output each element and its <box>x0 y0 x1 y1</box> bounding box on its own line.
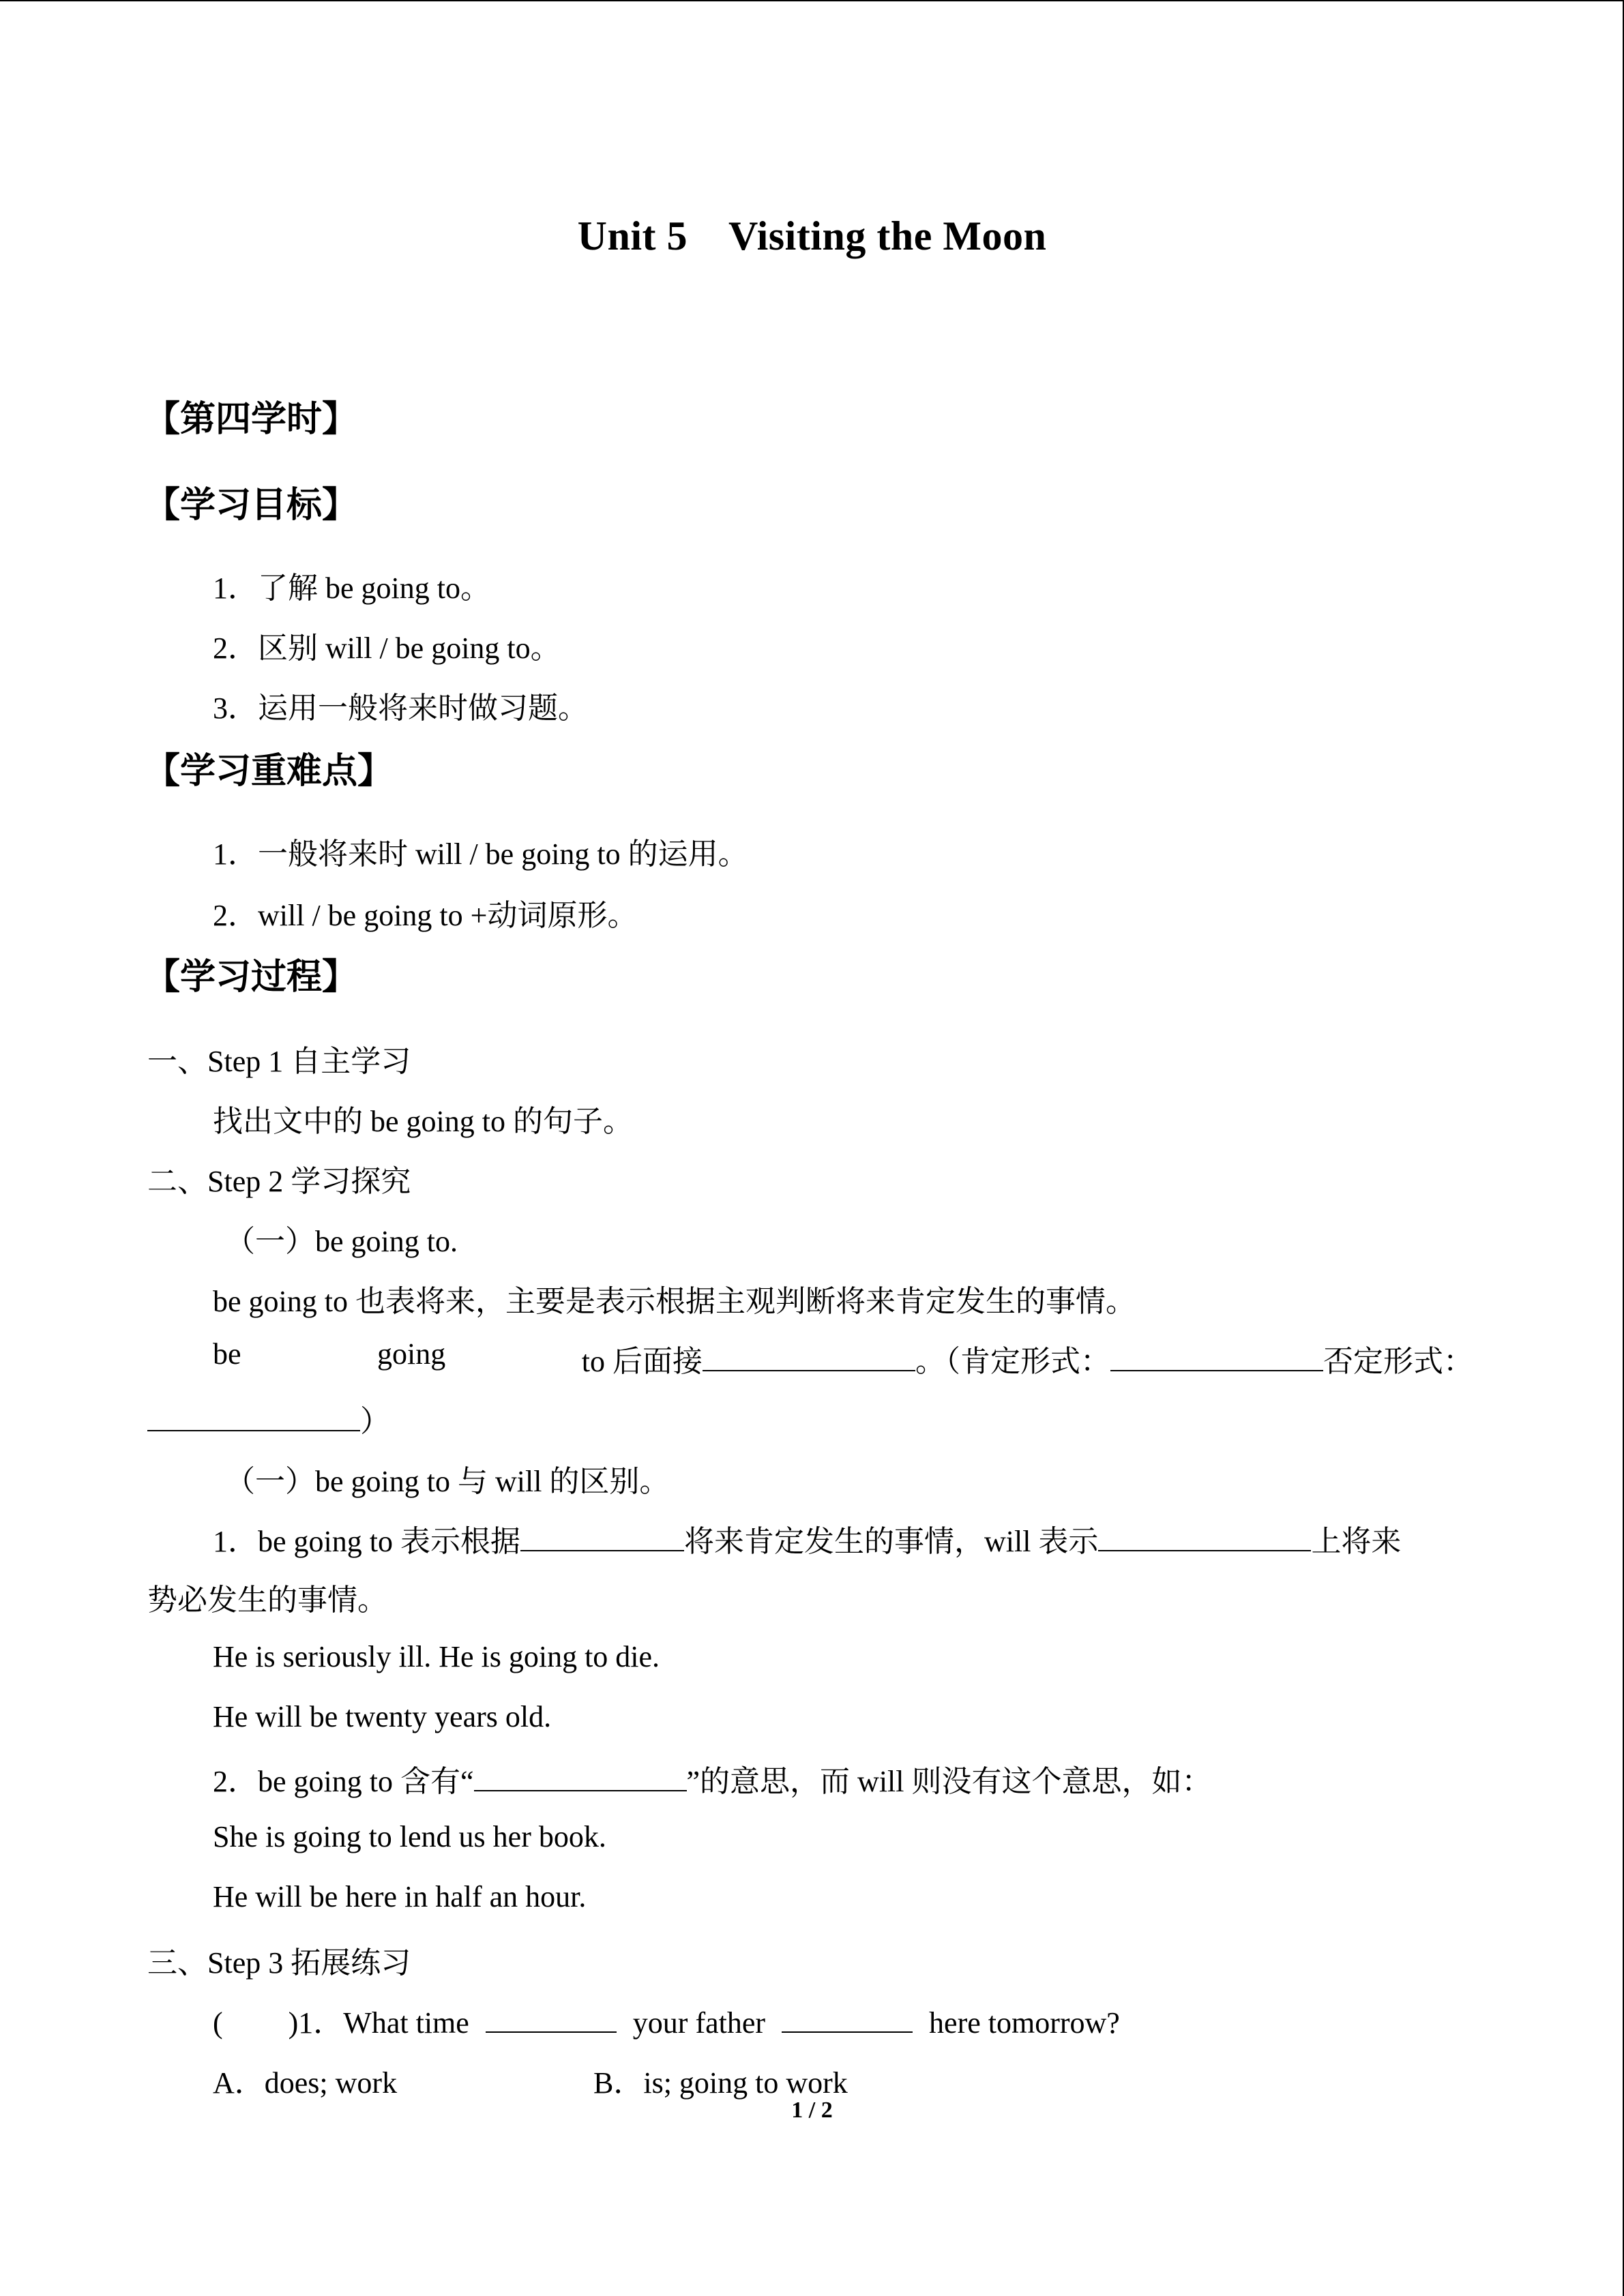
item-text: ”的意思，而 will 则没有这个意思，如： <box>686 1765 1212 1798</box>
key-point-item: 1．一般将来时 will / be going to 的运用。 <box>213 837 748 871</box>
fill-continuation <box>147 1397 390 1440</box>
page-number: 1 / 2 <box>791 2098 833 2123</box>
step2-sub2-title: （一）be going to 与 will 的区别。 <box>225 1465 670 1498</box>
fill-word: 。（肯定形式： <box>915 1345 1110 1378</box>
heading-process: 【学习过程】 <box>145 957 358 998</box>
step2-item2 <box>213 1757 1212 1800</box>
fill-word: be <box>213 1337 241 1371</box>
title-topic: Visiting the Moon <box>728 213 1047 258</box>
answer-paren: ( <box>213 2006 223 2040</box>
answer-blank[interactable] <box>703 1343 915 1371</box>
example-sentence: He will be twenty years old. <box>213 1700 552 1733</box>
step2-title: 二、Step 2 学习探究 <box>147 1165 411 1198</box>
fill-word: 否定形式： <box>1323 1345 1473 1378</box>
objective-item: 1．了解 be going to。 <box>213 571 490 605</box>
heading-objectives: 【学习目标】 <box>145 485 358 526</box>
question-text: )1．What time <box>288 2006 469 2040</box>
document-title <box>0 213 1624 260</box>
item-text: 上将来 <box>1311 1525 1402 1558</box>
question-1 <box>213 1998 1120 2042</box>
example-sentence: She is going to lend us her book. <box>213 1820 606 1853</box>
example-sentence: He will be here in half an hour. <box>213 1880 587 1913</box>
key-point-item: 2．will / be going to +动词原形。 <box>213 899 638 932</box>
answer-blank[interactable] <box>782 2004 913 2033</box>
fill-in-line <box>213 1337 1473 1380</box>
heading-key-points: 【学习重难点】 <box>145 751 394 792</box>
item-text: 1．be going to 表示根据 <box>213 1525 520 1558</box>
objective-item: 3．运用一般将来时做习题。 <box>213 691 588 725</box>
question-text: your father <box>632 2006 766 2040</box>
answer-blank[interactable] <box>474 1763 687 1791</box>
fill-word: going <box>377 1337 446 1371</box>
question-text: here tomorrow? <box>929 2006 1120 2040</box>
fill-word: to 后面接 <box>581 1345 703 1378</box>
step2-item1 <box>213 1517 1401 1560</box>
answer-blank[interactable] <box>1098 1523 1311 1551</box>
example-sentence: He is seriously ill. He is going to die. <box>213 1640 660 1673</box>
fill-close: ） <box>360 1405 390 1438</box>
step1-title: 一、Step 1 自主学习 <box>147 1045 411 1078</box>
step2-sub1-text: be going to 也表将来，主要是表示根据主观判断将来肯定发生的事情。 <box>213 1285 1136 1318</box>
answer-blank[interactable] <box>520 1523 684 1551</box>
objective-item: 2．区别 will / be going to。 <box>213 631 561 665</box>
fill-word-group <box>582 1337 1473 1380</box>
step3-title: 三、Step 3 拓展练习 <box>147 1946 411 1980</box>
answer-blank[interactable] <box>1110 1343 1323 1371</box>
item-text: 2．be going to 含有“ <box>213 1765 474 1798</box>
question-1-option-a: A．does; work <box>213 2066 398 2100</box>
answer-blank[interactable] <box>147 1403 360 1431</box>
item-text: 将来肯定发生的事情，will 表示 <box>683 1525 1099 1558</box>
title-unit: Unit 5 <box>577 213 688 258</box>
answer-blank[interactable] <box>486 2004 617 2033</box>
step2-sub1-title: （一）be going to. <box>225 1225 458 1258</box>
question-1-option-b: B．is; going to work <box>593 2066 848 2100</box>
step1-text: 找出文中的 be going to 的句子。 <box>213 1105 633 1138</box>
heading-period: 【第四学时】 <box>145 399 358 440</box>
step2-item1-continuation: 势必发生的事情。 <box>147 1583 387 1617</box>
